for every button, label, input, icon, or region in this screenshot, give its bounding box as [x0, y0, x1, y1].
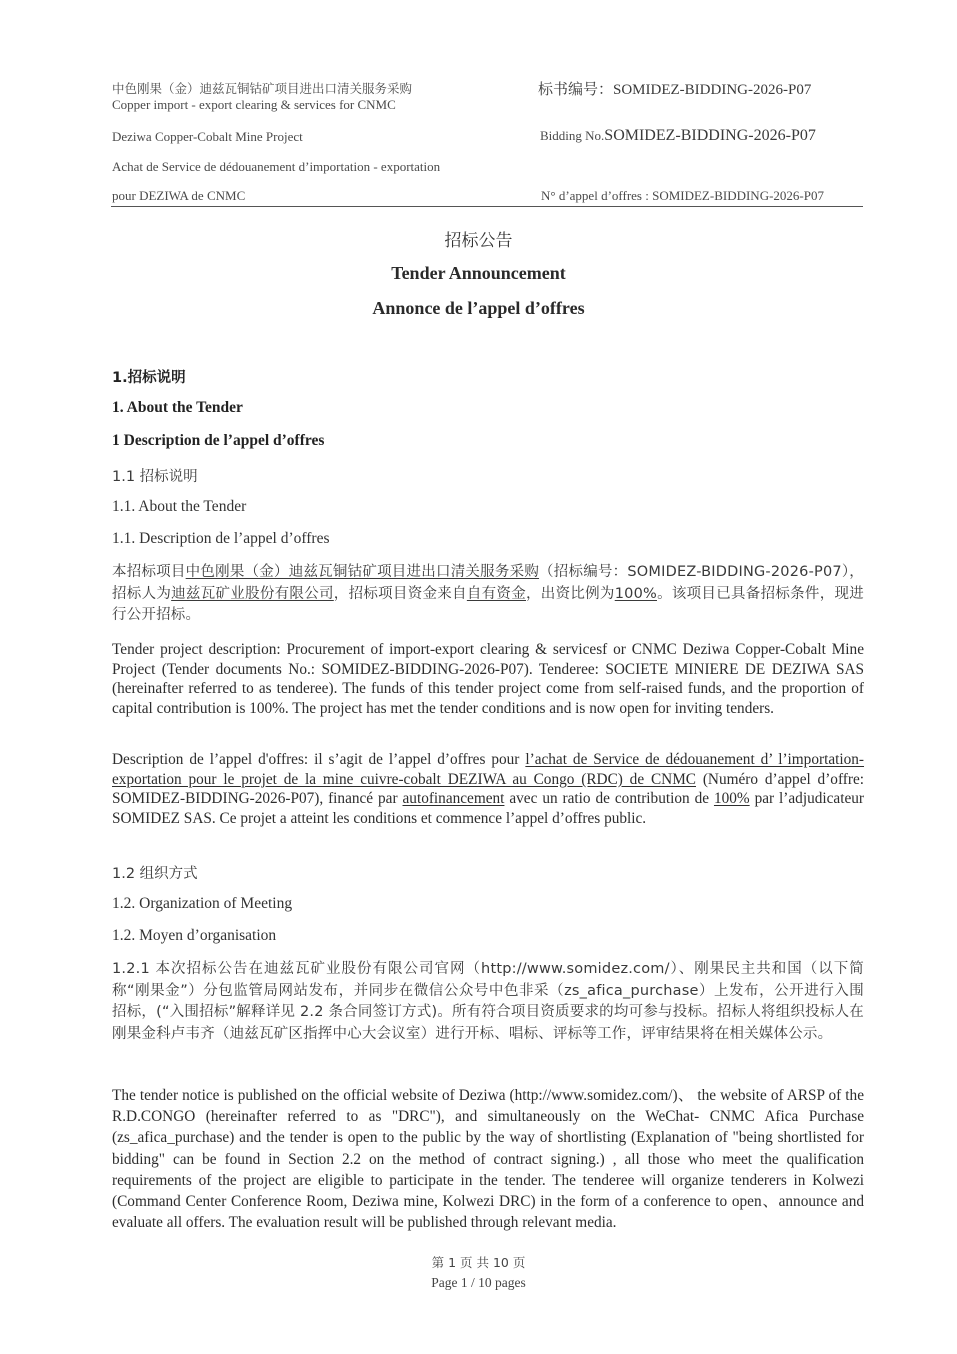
title-en: Tender Announcement [391, 263, 566, 283]
header-left-project: Deziwa Copper-Cobalt Mine Project [112, 129, 303, 144]
title-cn: 招标公告 [444, 231, 513, 251]
tenderee-name: 迪兹瓦矿业股份有限公司 [171, 585, 334, 602]
section1-heading-en: 1. About the Tender [112, 399, 243, 416]
header-left-en: Copper import - export clearing & services for CNMC [112, 97, 396, 112]
header-right-fr: N° d’appel d’offres : SOMIDEZ-BIDDING-2026-P07 [541, 188, 824, 203]
header-divider [111, 206, 863, 207]
header-left-cn: 中色刚果（金）迪兹瓦铜钴矿项目进出口清关服务采购 [112, 81, 413, 96]
section1-1-heading-en: 1.1. About the Tender [112, 498, 247, 515]
paragraph-cn-2: 1.2.1 本次招标公告在迪兹瓦矿业股份有限公司官网（http://www.somidez.com/）、刚果民主共和国（以下简称“刚果金”）分包监管局网站发布，并同步在微信公众号中色非采（zs_afica_purchase）上发布，公开进行入围招标，(“入围招标”解释详见 2.2 条合同签订方式)。所有符合项目资质要求的均可参与投标。招标人将组织投标人在刚果金科卢韦齐（迪兹瓦矿区指挥中心大会议室）进行开标、唱标、评标等工作，评审结果将在相关媒体公示。 [112, 961, 864, 1042]
title-fr: Annonce de l’appel d’offres [372, 298, 585, 318]
section1-1-heading-cn: 1.1 招标说明 [112, 469, 198, 485]
paragraph-en-1: Tender project description: Procurement of import-export clearing & servicesf or CNMC Deziwa Copper-Cobalt Mine Project (Tender documents No.: SOMIDEZ-BIDDING-2026-P07). Tenderee: SOCIETE MINIERE DE DEZIWA SAS (hereinafter referred to as tenderee). The funds of this tender project come from self-raised funds, and the proportion of capital contribution is 100%. The project has met the tender conditions and is now open for inviting tenders. [112, 641, 864, 717]
paragraph-en-2: The tender notice is published on the official website of Deziwa (http://www.somidez.com/)、 the website of ARSP of the R.D.CONGO (hereinafter referred to as "DRC"), and simultaneously on the WeChat- CNMC Afica Purchase (zs_afica_purchase) and the tender is open to the public by the way of shortlisting (Explanation of "being shortlisted for bidding" can be found in Section 2.2 on the method of contract signing.) , all those who meet the qualification requirements of the project are eligible to participate in the tender. The tenderee will organize tenderers in Kolwezi (Command Center Conference Room, Deziwa mine, Kolwezi DRC) in the form of a conference to open、announce and evaluate all offers. The evaluation result will be published through relevant media. [112, 1087, 864, 1232]
project-name-link: 中色刚果（金）迪兹瓦铜钴矿项目进出口清关服务采购 [185, 564, 540, 580]
section1-2-heading-en: 1.2. Organization of Meeting [112, 895, 293, 912]
contribution-ratio-fr: 100% [713, 790, 750, 808]
section1-heading-cn: 1.招标说明 [112, 370, 186, 386]
paragraph-fr-1: Description de l’appel d'offres: il s’agit de l’appel d’offres pour l’achat de Service de dédouanement d’ l’importation-exportation pour le projet de la mine cuivre-cobalt DEZIWA au Congo (RDC) de CNMC (Numéro d’appel d’offre: SOMIDEZ-BIDDING-2026-P07), financé par autofinancement avec un ratio de contribution de 100% par l’adjudicateur SOMIDEZ SAS. Ce projet a atteint les conditions et commence l’appel d’offres public. [112, 751, 865, 827]
header-right-en [540, 127, 816, 145]
header-left-fr1: Achat de Service de dédouanement d’importation - exportation [112, 159, 441, 174]
header-right-cn: 标书编号：SOMIDEZ-BIDDING-2026-P07 [538, 82, 812, 98]
object-of-tender: l’achat de Service de dédouanement d’ l’importation-exportation pour le projet de la mine cuivre-cobalt DEZIWA au Congo (RDC) de CNMC [112, 751, 865, 788]
section1-2-heading-fr: 1.2. Moyen d’organisation [112, 927, 277, 944]
section1-2-heading-cn: 1.2 组织方式 [112, 866, 198, 882]
contribution-ratio: 100% [614, 585, 657, 602]
bidding-no-label: Bidding No. [540, 128, 605, 143]
section1-heading-fr: 1 Description de l’appel d’offres [112, 432, 325, 449]
header-left-fr2: pour DEZIWA de CNMC [112, 188, 246, 203]
footer-page-en: Page 1 / 10 pages [431, 1275, 526, 1290]
bidding-no-value: SOMIDEZ-BIDDING-2026-P07 [604, 127, 816, 144]
footer-page-cn: 第 1 页 共 10 页 [431, 1255, 526, 1270]
paragraph-cn-1: 本招标项目中色刚果（金）迪兹瓦铜钴矿项目进出口清关服务采购（招标编号：SOMIDEZ-BIDDING-2026-P07），招标人为迪兹瓦矿业股份有限公司，招标项目资金来自自有资金，出资比例为100%。该项目已具备招标条件，现进行公开招标。 [112, 564, 864, 623]
funds-source: 自有资金 [466, 585, 526, 602]
section1-1-heading-fr: 1.1. Description de l’appel d’offres [112, 530, 330, 547]
funds-source-fr: autofinancement [402, 790, 505, 808]
